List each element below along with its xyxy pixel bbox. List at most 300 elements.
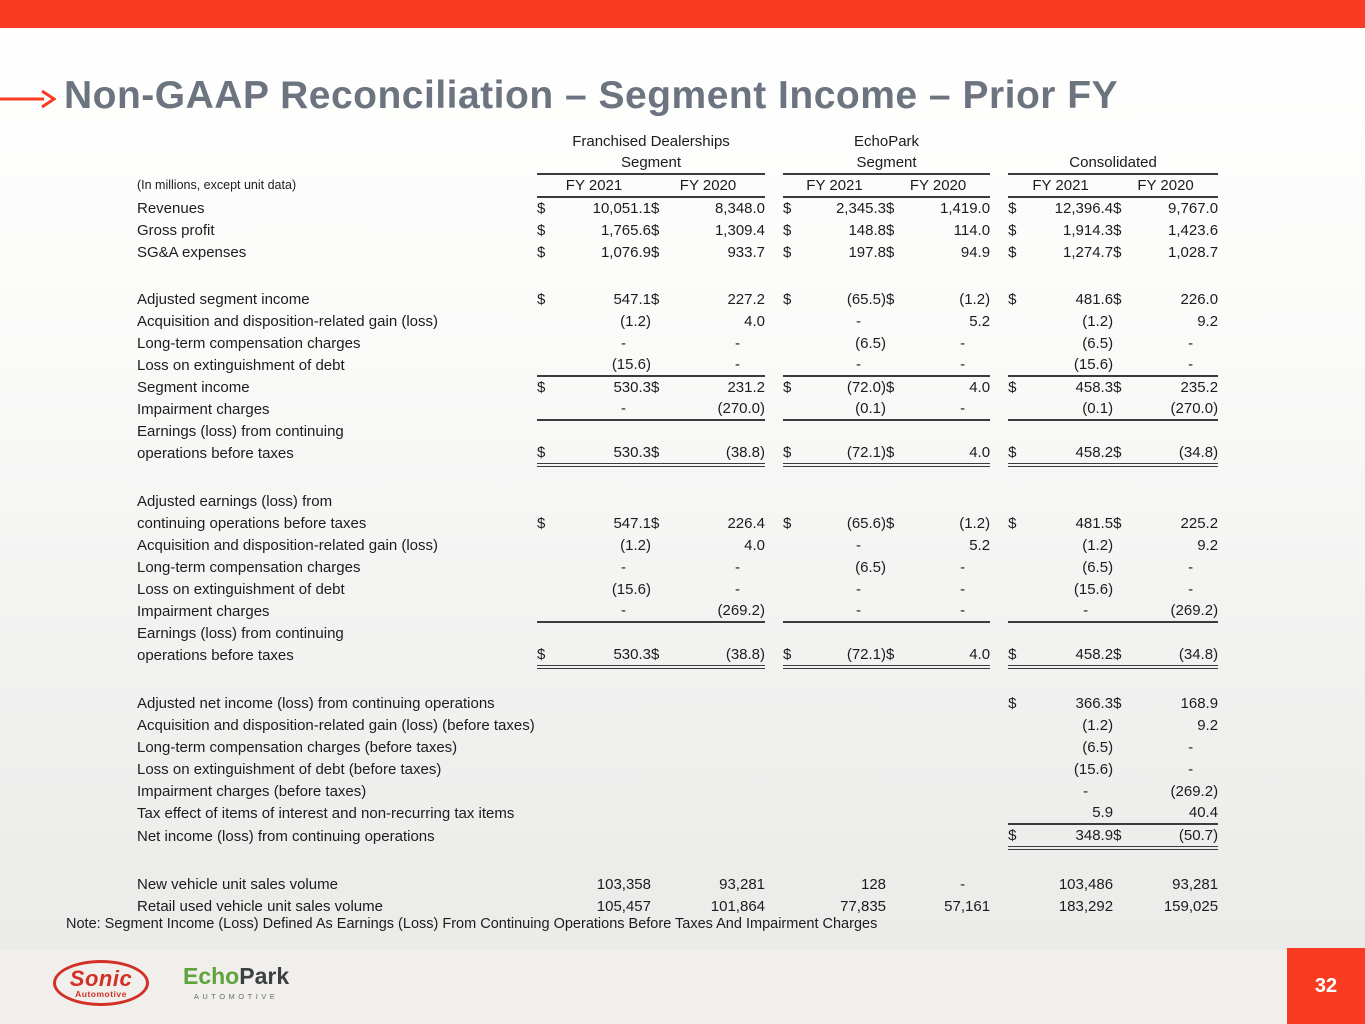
- cell: $: [651, 290, 660, 308]
- cell: [886, 310, 910, 332]
- cell: [1113, 578, 1137, 600]
- cell: $: [886, 514, 895, 532]
- cell: [537, 802, 561, 824]
- column-gap: [990, 644, 1008, 667]
- row-label: Long-term compensation charges (before taxes): [137, 738, 458, 756]
- column-gap: [990, 692, 1008, 714]
- column-gap: [990, 219, 1008, 241]
- cell: 2,345.3: [835, 200, 887, 217]
- cell: [651, 556, 675, 578]
- cell: 12,396.4: [1054, 200, 1114, 217]
- cell: [1008, 354, 1032, 376]
- table-row: [137, 420, 1218, 442]
- cell: [675, 622, 765, 644]
- cell: $: [886, 379, 895, 396]
- cell: (15.6): [561, 354, 651, 376]
- cell: [807, 802, 886, 824]
- cell: 4.0: [910, 442, 990, 465]
- column-gap: [990, 622, 1008, 644]
- year-header: FY 2020: [886, 174, 990, 197]
- row-label: Earnings (loss) from continuing: [137, 624, 344, 642]
- cell: $: [886, 221, 895, 239]
- cell: [807, 622, 886, 644]
- cell: [783, 420, 807, 442]
- cell: [886, 692, 910, 714]
- column-gap: [765, 174, 783, 197]
- cell: [537, 398, 561, 420]
- cell: [807, 780, 886, 802]
- cell: [1008, 736, 1032, 758]
- table-row: [137, 622, 1218, 644]
- cell: $: [1113, 824, 1137, 848]
- page-number-box: [1287, 948, 1365, 1024]
- cell: [910, 420, 990, 442]
- cell: -: [807, 600, 886, 622]
- cell: $: [1113, 221, 1122, 239]
- cell: $: [651, 379, 660, 396]
- column-gap: [765, 556, 783, 578]
- column-gap: [765, 736, 783, 758]
- table-row: [137, 490, 1218, 512]
- cell: [1032, 420, 1113, 442]
- cell: (50.7): [1137, 824, 1218, 848]
- column-gap: [990, 802, 1008, 824]
- cell: (38.8): [675, 442, 765, 465]
- echopark-logo-text: EchoPark: [183, 963, 290, 989]
- cell: [886, 534, 910, 556]
- cell: 458.2: [1032, 644, 1113, 667]
- cell: [1008, 758, 1032, 780]
- cell: [1113, 420, 1137, 442]
- cell: 481.5: [1075, 514, 1114, 532]
- cell: 4.0: [744, 536, 766, 554]
- sonic-logo-text: Sonic: [69, 966, 133, 991]
- cell: $: [1008, 442, 1032, 465]
- column-gap: [990, 600, 1008, 622]
- cell: (72.1): [807, 644, 886, 667]
- cell: $: [1008, 200, 1017, 217]
- cell: (15.6): [1073, 760, 1114, 778]
- row-label: Segment income: [137, 378, 250, 396]
- cell: -: [1188, 558, 1194, 576]
- cell: 5.2: [969, 536, 991, 554]
- cell: 93,281: [1172, 875, 1219, 893]
- cell: (269.2): [1137, 600, 1218, 622]
- row-label: Long-term compensation charges: [137, 558, 361, 576]
- cell: [561, 736, 651, 758]
- table-row: [137, 442, 1218, 465]
- column-gap: [990, 354, 1008, 376]
- spacer-cell: [137, 263, 1218, 288]
- cell: $: [1008, 379, 1017, 396]
- cell: -: [1188, 760, 1194, 778]
- cell: [1137, 622, 1218, 644]
- cell: [651, 578, 675, 600]
- cell: [910, 758, 990, 780]
- cell: [537, 895, 561, 917]
- cell: 103,358: [596, 875, 651, 893]
- cell: [783, 692, 807, 714]
- cell: [886, 758, 910, 780]
- cell: -: [960, 580, 966, 598]
- cell: [807, 692, 886, 714]
- group-header-franchised-line2: Segment: [537, 152, 765, 174]
- cell: [1113, 622, 1137, 644]
- cell: (6.5): [1082, 738, 1114, 756]
- cell: [651, 398, 675, 420]
- table-row: [137, 692, 1218, 714]
- page-title: Non-GAAP Reconciliation – Segment Income – Prior FY: [64, 74, 1119, 117]
- column-gap: [765, 420, 783, 442]
- cell: 1,309.4: [714, 221, 766, 239]
- cell: 530.3: [561, 644, 651, 667]
- cell: -: [1188, 580, 1194, 598]
- year-header: FY 2021: [1008, 174, 1113, 197]
- cell: $: [1008, 694, 1017, 712]
- column-gap: [990, 288, 1008, 310]
- column-gap: [990, 442, 1008, 465]
- cell: 4.0: [744, 312, 766, 330]
- cell: $: [537, 243, 546, 261]
- cell: -: [1083, 782, 1089, 800]
- cell: $: [1008, 221, 1017, 239]
- cell: [910, 780, 990, 802]
- column-gap: [990, 873, 1008, 895]
- cell: [537, 736, 561, 758]
- column-gap: [765, 895, 783, 917]
- cell: 103,486: [1058, 875, 1114, 893]
- cell: [1113, 332, 1137, 354]
- cell: [537, 354, 561, 376]
- cell: [1008, 310, 1032, 332]
- cell: (6.5): [855, 334, 887, 352]
- table-row: [137, 578, 1218, 600]
- cell: 481.6: [1075, 290, 1114, 308]
- cell: [783, 600, 807, 622]
- column-gap: [990, 197, 1008, 219]
- cell: [783, 490, 807, 512]
- cell: [651, 824, 675, 848]
- cell: [537, 692, 561, 714]
- cell: -: [1188, 334, 1194, 352]
- row-label: continuing operations before taxes: [137, 514, 367, 532]
- cell: $: [651, 514, 660, 532]
- cell: $: [537, 221, 546, 239]
- cell: 40.4: [1137, 802, 1218, 824]
- column-gap: [990, 578, 1008, 600]
- cell: [561, 714, 651, 736]
- cell: 1,274.7: [1063, 243, 1114, 261]
- cell: $: [1008, 243, 1017, 261]
- cell: [561, 780, 651, 802]
- spacer-cell: [137, 667, 1218, 692]
- cell: [1113, 354, 1137, 376]
- cell: (65.6): [846, 514, 887, 532]
- column-gap: [990, 398, 1008, 420]
- cell: $: [783, 514, 792, 532]
- sonic-automotive-logo: [53, 960, 149, 1006]
- cell: [783, 556, 807, 578]
- group-header-franchised-line1: Franchised Dealerships: [572, 132, 730, 150]
- year-header: FY 2020: [651, 174, 765, 197]
- cell: $: [1008, 644, 1032, 667]
- cell: [783, 873, 807, 895]
- cell: [1137, 490, 1218, 512]
- cell: (270.0): [675, 398, 765, 420]
- cell: [561, 622, 651, 644]
- cell: 9.2: [1197, 716, 1219, 734]
- column-gap: [990, 736, 1008, 758]
- cell: -: [1188, 738, 1194, 756]
- cell: 114.0: [953, 221, 991, 239]
- cell: [1032, 622, 1113, 644]
- table-row: [137, 556, 1218, 578]
- table-row: [137, 714, 1218, 736]
- cell: -: [561, 398, 651, 420]
- table-row: [137, 288, 1218, 310]
- cell: $: [886, 243, 895, 261]
- cell: 547.1: [613, 290, 651, 308]
- cell: 1,423.6: [1168, 221, 1219, 239]
- cell: $: [651, 442, 675, 465]
- cell: [886, 420, 910, 442]
- cell: [1008, 332, 1032, 354]
- cell: [910, 692, 990, 714]
- column-gap: [765, 442, 783, 465]
- cell: [886, 780, 910, 802]
- cell: 183,292: [1058, 897, 1114, 915]
- column-gap: [990, 758, 1008, 780]
- table-row: [137, 802, 1218, 824]
- cell: [651, 895, 675, 917]
- cell: 159,025: [1163, 897, 1219, 915]
- cell: [537, 332, 561, 354]
- cell: 1,028.7: [1168, 243, 1219, 261]
- row-label: Net income (loss) from continuing operations: [137, 827, 435, 845]
- row-label: operations before taxes: [137, 445, 294, 462]
- cell: [1113, 398, 1137, 420]
- cell: [651, 332, 675, 354]
- cell: 10,051.1: [592, 200, 651, 217]
- cell: (1.2): [1082, 716, 1114, 734]
- column-gap: [765, 288, 783, 310]
- cell: [537, 780, 561, 802]
- cell: [675, 714, 765, 736]
- cell: (0.1): [807, 398, 886, 420]
- cell: (72.1): [807, 442, 886, 465]
- row-label: Retail used vehicle unit sales volume: [137, 897, 383, 915]
- cell: $: [1113, 379, 1122, 396]
- spacer-row: [137, 465, 1218, 490]
- cell: [886, 556, 910, 578]
- cell: $: [886, 290, 895, 308]
- year-header: FY 2021: [537, 174, 651, 197]
- column-gap: [990, 241, 1008, 263]
- cell: [561, 824, 651, 848]
- cell: [537, 758, 561, 780]
- cell: $: [886, 442, 910, 465]
- cell: [651, 692, 675, 714]
- cell: [651, 534, 675, 556]
- row-label: New vehicle unit sales volume: [137, 875, 338, 893]
- cell: 933.7: [727, 243, 766, 261]
- cell: [675, 420, 765, 442]
- cell: [651, 736, 675, 758]
- cell: $: [1113, 243, 1122, 261]
- cell: [1113, 736, 1137, 758]
- row-label: operations before taxes: [137, 647, 294, 664]
- row-label: Loss on extinguishment of debt (before taxes): [137, 760, 442, 778]
- cell: [910, 622, 990, 644]
- group-header-row-2: [137, 152, 1218, 174]
- cell: [651, 420, 675, 442]
- cell: [675, 490, 765, 512]
- cell: 5.9: [1032, 802, 1113, 824]
- cell: 168.9: [1180, 694, 1219, 712]
- cell: -: [621, 334, 626, 352]
- cell: [561, 490, 651, 512]
- cell: [651, 490, 675, 512]
- column-gap: [765, 622, 783, 644]
- cell: [651, 758, 675, 780]
- cell: [1008, 556, 1032, 578]
- cell: 148.8: [848, 221, 887, 239]
- cell: $: [651, 200, 660, 217]
- row-label: Impairment charges (before taxes): [137, 782, 367, 800]
- cell: [886, 824, 910, 848]
- cell: 8,348.0: [714, 200, 766, 217]
- year-header: FY 2020: [1113, 174, 1218, 197]
- column-gap: [765, 398, 783, 420]
- cell: [1008, 780, 1032, 802]
- cell: -: [1032, 600, 1113, 622]
- cell: [537, 600, 561, 622]
- cell: [886, 714, 910, 736]
- cell: (1.2): [959, 514, 991, 532]
- column-gap: [765, 644, 783, 667]
- cell: [561, 758, 651, 780]
- cell: [886, 490, 910, 512]
- column-gap: [765, 714, 783, 736]
- cell: [1113, 600, 1137, 622]
- cell: [1113, 490, 1137, 512]
- cell: $: [1113, 514, 1122, 532]
- column-gap: [765, 310, 783, 332]
- cell: [807, 758, 886, 780]
- column-gap: [990, 512, 1008, 534]
- cell: [886, 578, 910, 600]
- cell: $: [783, 200, 792, 217]
- column-gap: [990, 332, 1008, 354]
- column-gap: [765, 130, 783, 152]
- column-gap: [765, 692, 783, 714]
- cell: [886, 736, 910, 758]
- cell: -: [960, 875, 966, 893]
- cell: -: [675, 354, 765, 376]
- column-gap: [765, 219, 783, 241]
- column-gap: [990, 420, 1008, 442]
- cell: [675, 692, 765, 714]
- table-row: [137, 534, 1218, 556]
- cell: [783, 802, 807, 824]
- cell: 366.3: [1075, 694, 1114, 712]
- group-header-echopark-line2: Segment: [783, 152, 990, 174]
- cell: [783, 622, 807, 644]
- cell: -: [910, 600, 990, 622]
- cell: 226.0: [1180, 290, 1219, 308]
- cell: (1.2): [620, 312, 651, 330]
- column-gap: [765, 197, 783, 219]
- cell: 530.3: [613, 379, 651, 396]
- cell: 348.9: [1032, 824, 1113, 848]
- cell: [910, 714, 990, 736]
- echopark-logo-subtext: AUTOMOTIVE: [193, 992, 279, 1001]
- cell: [886, 622, 910, 644]
- cell: 1,914.3: [1063, 221, 1114, 239]
- cell: [910, 802, 990, 824]
- financial-table: [137, 130, 1218, 917]
- cell: [1113, 556, 1137, 578]
- year-header-row: [137, 174, 1218, 197]
- cell: (269.2): [675, 600, 765, 622]
- cell: 227.2: [727, 290, 766, 308]
- cell: [651, 310, 675, 332]
- cell: $: [537, 644, 561, 667]
- cell: (65.5): [846, 290, 887, 308]
- header-spacer: [137, 152, 537, 174]
- sonic-logo-subtext: Automotive: [75, 989, 127, 999]
- cell: 101,864: [710, 897, 766, 915]
- row-label: Revenues: [137, 199, 205, 217]
- cell: [807, 714, 886, 736]
- column-gap: [765, 824, 783, 848]
- cell: 9.2: [1197, 312, 1219, 330]
- cell: (15.6): [1032, 354, 1113, 376]
- cell: [910, 490, 990, 512]
- cell: (34.8): [1137, 644, 1218, 667]
- column-gap: [990, 174, 1008, 197]
- table-row: [137, 600, 1218, 622]
- cell: -: [735, 580, 741, 598]
- column-gap: [990, 152, 1008, 174]
- year-header: FY 2021: [783, 174, 886, 197]
- column-gap: [990, 824, 1008, 848]
- cell: [783, 758, 807, 780]
- column-gap: [765, 241, 783, 263]
- cell: $: [537, 514, 546, 532]
- cell: [807, 736, 886, 758]
- cell: [537, 310, 561, 332]
- cell: [783, 714, 807, 736]
- column-gap: [765, 332, 783, 354]
- cell: [561, 802, 651, 824]
- row-label: Adjusted segment income: [137, 290, 310, 308]
- cell: [1008, 398, 1032, 420]
- cell: (15.6): [611, 580, 651, 598]
- cell: (6.5): [1082, 558, 1114, 576]
- column-gap: [765, 578, 783, 600]
- cell: [651, 873, 675, 895]
- cell: [910, 824, 990, 848]
- column-gap: [765, 490, 783, 512]
- row-label: Loss on extinguishment of debt: [137, 356, 345, 374]
- cell: $: [1113, 644, 1137, 667]
- header-spacer: [137, 130, 537, 152]
- cell: (1.2): [620, 536, 651, 554]
- cell: [807, 824, 886, 848]
- column-gap: [765, 758, 783, 780]
- table-row: [137, 736, 1218, 758]
